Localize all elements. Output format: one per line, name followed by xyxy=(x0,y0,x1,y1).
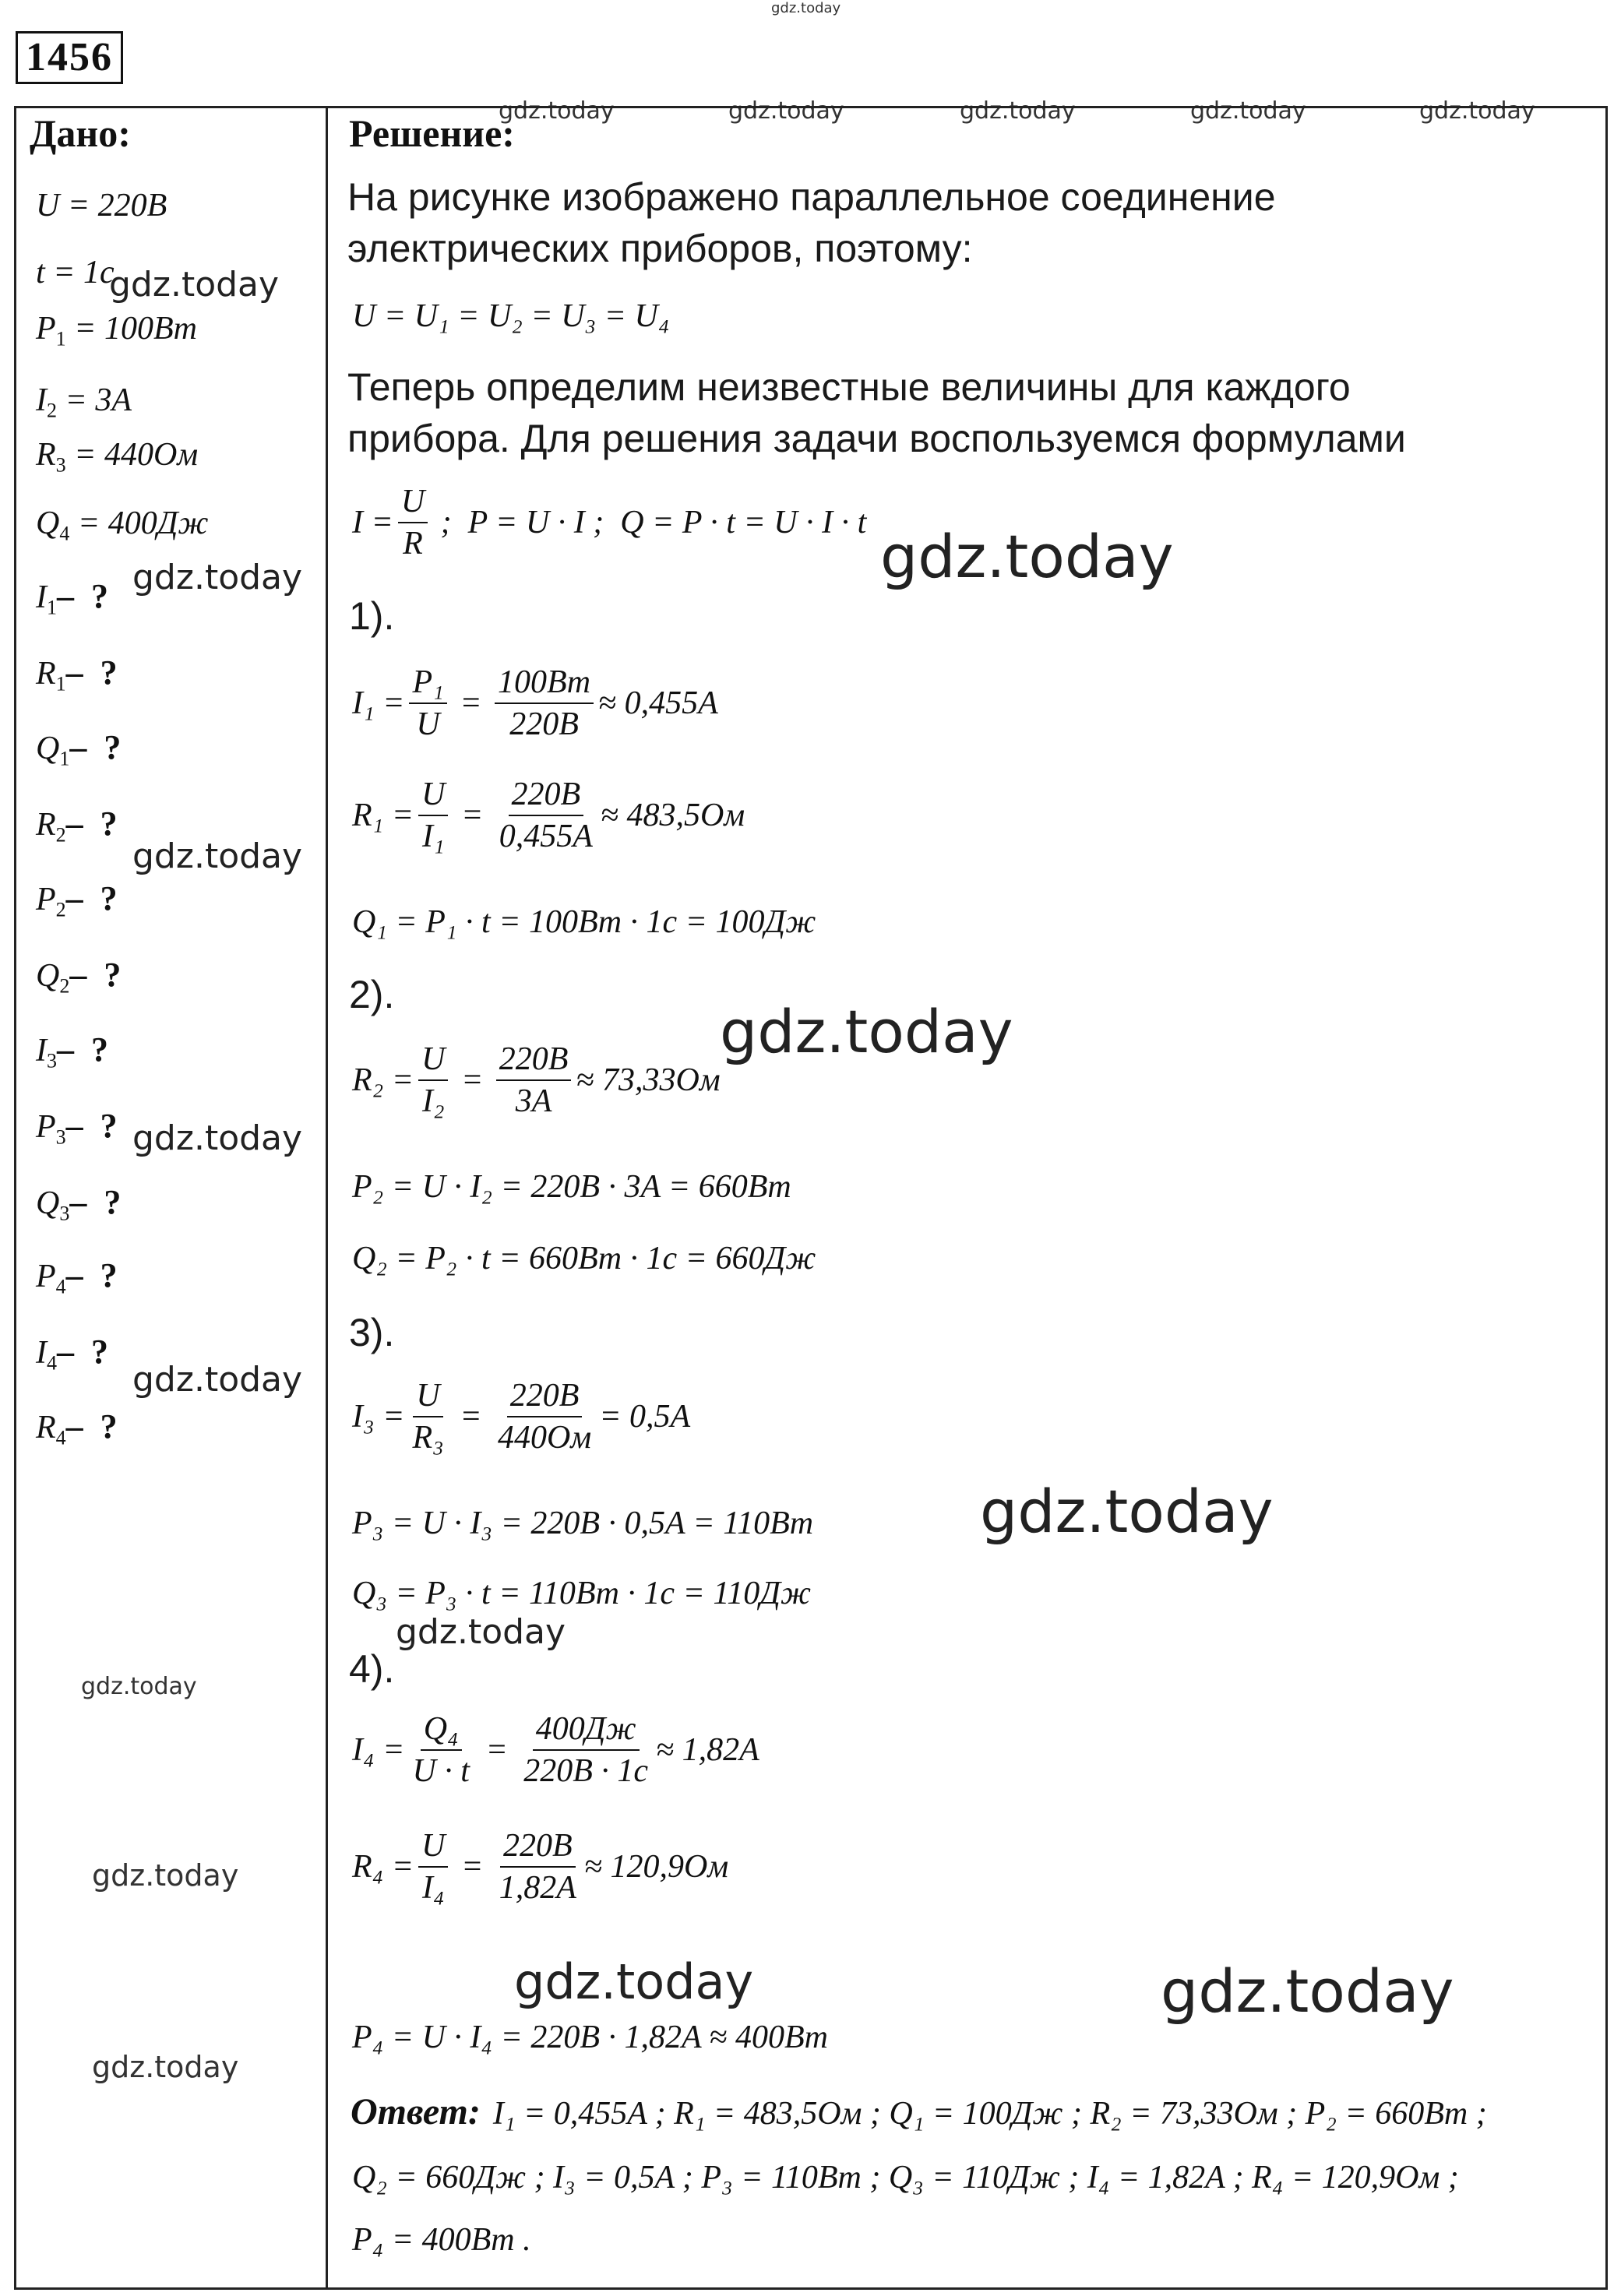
watermark: gdz.today xyxy=(771,0,841,16)
equation-p2: P₂ = U · I₂ = 220B · 3A = 660Bт xyxy=(352,1169,791,1205)
equation-result: ≈ 483,5Ом xyxy=(600,798,745,834)
equation-result: ≈ 0,455A xyxy=(598,685,718,722)
intro-line-2: электрических приборов, поэтому: xyxy=(347,227,973,270)
fraction xyxy=(418,776,448,856)
fraction-denominator: I₂ xyxy=(421,1083,445,1120)
fraction xyxy=(418,1041,448,1121)
quantity-symbol: Q xyxy=(36,1185,60,1221)
watermark: gdz.today xyxy=(1161,1956,1454,2026)
quantity-value: = 100Bт xyxy=(65,311,197,347)
equals-sign: = xyxy=(477,1732,516,1769)
fraction-numerator: U xyxy=(413,1377,442,1417)
watermark: gdz.today xyxy=(980,1477,1274,1546)
equation-lhs: R₄ = xyxy=(352,1849,414,1886)
fraction-denominator: U · t xyxy=(412,1753,470,1790)
fraction xyxy=(496,776,596,856)
equation-i4 xyxy=(352,1710,759,1791)
quantity-index: 3 xyxy=(55,1125,66,1149)
equals-sign: = xyxy=(453,798,492,834)
quantity-symbol: R xyxy=(36,437,56,473)
quantity-index: 3 xyxy=(47,1049,58,1072)
unknown-mark: – ? xyxy=(65,1107,118,1145)
quantity-index: 2 xyxy=(55,823,66,847)
quantity-value: = 400Дж xyxy=(69,505,209,541)
fraction-numerator: 400Дж xyxy=(533,1710,640,1751)
quantity-value: = 3A xyxy=(57,382,132,418)
equation-lhs: I₃ = xyxy=(352,1399,405,1435)
quantity-symbol: P xyxy=(36,882,56,917)
fraction-numerator: P₁ xyxy=(409,664,446,704)
fraction-numerator: 220B xyxy=(496,1041,572,1081)
unknown-mark: – ? xyxy=(65,653,118,692)
given-value xyxy=(36,505,209,545)
quantity-index: 1 xyxy=(55,327,66,350)
equal-voltage-equation: U = U₁ = U₂ = U₃ = U₄ xyxy=(352,298,670,334)
unknown-mark: – ? xyxy=(65,879,118,917)
quantity-index: 1 xyxy=(55,672,66,695)
equation-q3: Q₃ = P₃ · t = 110Bт · 1c = 110Дж xyxy=(352,1576,812,1611)
unknown-value xyxy=(36,653,118,695)
step-1-label: 1). xyxy=(349,594,395,638)
equation-result: ≈ 120,9Ом xyxy=(583,1849,729,1886)
unknown-value xyxy=(36,1255,118,1298)
ohm-law-fraction xyxy=(398,483,428,563)
equals-sign: = xyxy=(451,685,491,722)
quantity-symbol: t xyxy=(36,255,45,291)
method-line-2: прибора. Для решения задачи воспользуемся формулами xyxy=(347,417,1406,460)
quantity-index: 4 xyxy=(55,1426,66,1449)
given-value xyxy=(36,187,167,227)
answer-label: Ответ: xyxy=(351,2091,481,2132)
unknown-value xyxy=(36,1106,118,1149)
equation-result: ≈ 1,82A xyxy=(656,1732,759,1769)
fraction-numerator: U xyxy=(418,1041,448,1081)
fraction-denominator: R₃ xyxy=(412,1420,444,1456)
equation-result: ≈ 73,33Ом xyxy=(576,1062,721,1099)
quantity-index: 1 xyxy=(47,596,58,619)
fraction xyxy=(409,1377,446,1457)
fraction-denominator: 1,82A xyxy=(499,1870,576,1907)
step-3-label: 3). xyxy=(349,1311,395,1354)
unknown-mark: – ? xyxy=(57,577,109,615)
quantity-index: 2 xyxy=(59,974,70,998)
solution-heading: Решение: xyxy=(349,111,515,155)
equation-r2 xyxy=(352,1041,721,1121)
quantity-symbol: I xyxy=(36,382,47,418)
watermark: gdz.today xyxy=(132,1360,303,1400)
quantity-index: 2 xyxy=(47,399,58,422)
quantity-symbol: I xyxy=(36,579,47,615)
fraction xyxy=(409,664,446,744)
answer-line-2: Q₂ = 660Дж ; I₃ = 0,5A ; P₃ = 110Bт ; Q₃ = 110Дж ; I₄ = 1,82A ; R₄ = 120,9Ом ; xyxy=(352,2160,1459,2196)
quantity-symbol: U xyxy=(36,188,60,224)
equals-sign: = xyxy=(453,1849,492,1886)
quantity-index: 1 xyxy=(59,747,70,770)
fraction-denominator: R xyxy=(403,526,423,562)
fraction-denominator: 440Ом xyxy=(498,1420,592,1456)
equation-lhs: R₂ = xyxy=(352,1062,414,1099)
unknown-value xyxy=(36,804,118,847)
fraction-numerator: U xyxy=(418,1827,448,1868)
watermark: gdz.today xyxy=(132,558,303,597)
quantity-index: 2 xyxy=(55,898,66,921)
given-heading: Дано: xyxy=(30,111,131,155)
unknown-mark: – ? xyxy=(65,1256,118,1294)
fraction-denominator: 3A xyxy=(515,1083,552,1120)
unknown-mark: – ? xyxy=(57,1333,109,1371)
equation-r4 xyxy=(352,1827,728,1907)
quantity-symbol: Q xyxy=(36,731,60,766)
unknown-value xyxy=(36,1182,121,1225)
watermark: gdz.today xyxy=(132,1118,303,1158)
fraction-numerator: 100Bт xyxy=(495,664,594,704)
fraction xyxy=(520,1710,651,1791)
equation-lhs: I₄ = xyxy=(352,1732,405,1769)
fraction-numerator: 220B xyxy=(509,776,584,816)
step-2-label: 2). xyxy=(349,973,395,1016)
answer-line-3: P₄ = 400Bт . xyxy=(352,2222,531,2258)
watermark: gdz.today xyxy=(1419,97,1535,125)
fraction-numerator: 220B xyxy=(500,1827,576,1868)
general-formulas xyxy=(352,483,866,563)
fraction-denominator: 0,455A xyxy=(499,819,593,855)
given-value xyxy=(36,310,197,350)
fraction xyxy=(409,1710,473,1791)
quantity-index: 4 xyxy=(59,522,70,545)
equation-r1 xyxy=(352,776,745,856)
equation-q1: Q₁ = P₁ · t = 100Bт · 1c = 100Дж xyxy=(352,904,816,940)
step-4-label: 4). xyxy=(349,1647,395,1691)
quantity-value: = 440Ом xyxy=(65,437,199,473)
unknown-mark: – ? xyxy=(65,1407,118,1446)
quantity-index: 3 xyxy=(55,453,66,477)
watermark: gdz.today xyxy=(720,997,1013,1066)
unknown-value xyxy=(36,879,118,921)
given-value xyxy=(36,382,132,422)
quantity-symbol: R xyxy=(36,1410,56,1446)
answer-values-1: I₁ = 0,455A ; R₁ = 483,5Ом ; Q₁ = 100Дж ; R₂ = 73,33Ом ; P₂ = 660Bт ; xyxy=(492,2096,1487,2132)
fraction xyxy=(496,1041,572,1121)
quantity-symbol: P xyxy=(36,311,56,347)
method-line-1: Теперь определим неизвестные величины для каждого xyxy=(347,365,1351,409)
quantity-value: = 220B xyxy=(59,188,167,224)
problem-number: 1456 xyxy=(16,31,123,84)
watermark: gdz.today xyxy=(132,836,303,876)
fraction-numerator: Q₄ xyxy=(421,1710,462,1751)
unknown-mark: – ? xyxy=(69,1183,122,1221)
fraction xyxy=(495,664,594,744)
column-divider xyxy=(326,106,328,2287)
equation-q2: Q₂ = P₂ · t = 660Bт · 1c = 660Дж xyxy=(352,1241,816,1277)
formula-lhs: I = xyxy=(352,505,393,541)
fraction-numerator: 220B xyxy=(507,1377,583,1417)
fraction-numerator: U xyxy=(418,776,448,816)
fraction xyxy=(496,1827,580,1907)
watermark: gdz.today xyxy=(880,522,1174,591)
quantity-index: 4 xyxy=(55,1275,66,1298)
watermark: gdz.today xyxy=(109,265,280,305)
unknown-mark: – ? xyxy=(69,956,122,994)
quantity-index: 4 xyxy=(47,1351,58,1375)
equals-sign: = xyxy=(451,1399,491,1435)
answer-line-1 xyxy=(351,2090,1487,2133)
formula-rest: ; P = U · I ; Q = P · t = U · I · t xyxy=(432,505,867,541)
unknown-mark: – ? xyxy=(69,728,122,766)
unknown-value xyxy=(36,1332,108,1375)
quantity-symbol: P xyxy=(36,1109,56,1145)
given-value xyxy=(36,436,198,477)
equation-lhs: R₁ = xyxy=(352,798,414,834)
intro-line-1: На рисунке изображено параллельное соединение xyxy=(347,175,1276,219)
quantity-symbol: I xyxy=(36,1335,47,1371)
watermark: gdz.today xyxy=(728,97,844,125)
fraction xyxy=(418,1827,448,1907)
unknown-value xyxy=(36,576,108,619)
equation-i1 xyxy=(352,664,718,744)
watermark: gdz.today xyxy=(396,1612,566,1652)
unknown-mark: – ? xyxy=(65,805,118,843)
fraction-denominator: U xyxy=(416,706,440,743)
watermark: gdz.today xyxy=(81,1673,197,1700)
unknown-value xyxy=(36,1030,108,1072)
quantity-value: = 1c xyxy=(44,255,115,291)
fraction-denominator: I₁ xyxy=(421,819,445,855)
watermark: gdz.today xyxy=(1190,97,1306,125)
watermark: gdz.today xyxy=(960,97,1076,125)
fraction-denominator: 220B · 1c xyxy=(523,1753,649,1790)
quantity-symbol: Q xyxy=(36,505,60,541)
fraction-denominator: 220B xyxy=(509,706,579,743)
unknown-value xyxy=(36,727,121,770)
quantity-symbol: I xyxy=(36,1033,47,1069)
equation-p4: P₄ = U · I₄ = 220B · 1,82A ≈ 400Bт xyxy=(352,2020,828,2055)
quantity-index: 3 xyxy=(59,1202,70,1225)
fraction-numerator: U xyxy=(398,483,428,523)
fraction xyxy=(495,1377,594,1457)
quantity-symbol: R xyxy=(36,656,56,692)
given-value xyxy=(36,254,115,294)
watermark: gdz.today xyxy=(92,1858,239,1893)
watermark: gdz.today xyxy=(514,1953,754,2010)
watermark: gdz.today xyxy=(499,97,615,125)
fraction-denominator: I₄ xyxy=(421,1870,445,1907)
equation-lhs: I₁ = xyxy=(352,685,405,722)
unknown-mark: – ? xyxy=(57,1030,109,1069)
quantity-symbol: Q xyxy=(36,958,60,994)
quantity-symbol: R xyxy=(36,807,56,843)
quantity-symbol: P xyxy=(36,1259,56,1294)
equation-result: = 0,5A xyxy=(599,1399,691,1435)
equation-p3: P₃ = U · I₃ = 220B · 0,5A = 110Bт xyxy=(352,1505,814,1541)
watermark: gdz.today xyxy=(92,2050,239,2084)
unknown-value xyxy=(36,1407,118,1449)
equals-sign: = xyxy=(453,1062,492,1099)
equation-i3 xyxy=(352,1377,690,1457)
unknown-value xyxy=(36,955,121,998)
